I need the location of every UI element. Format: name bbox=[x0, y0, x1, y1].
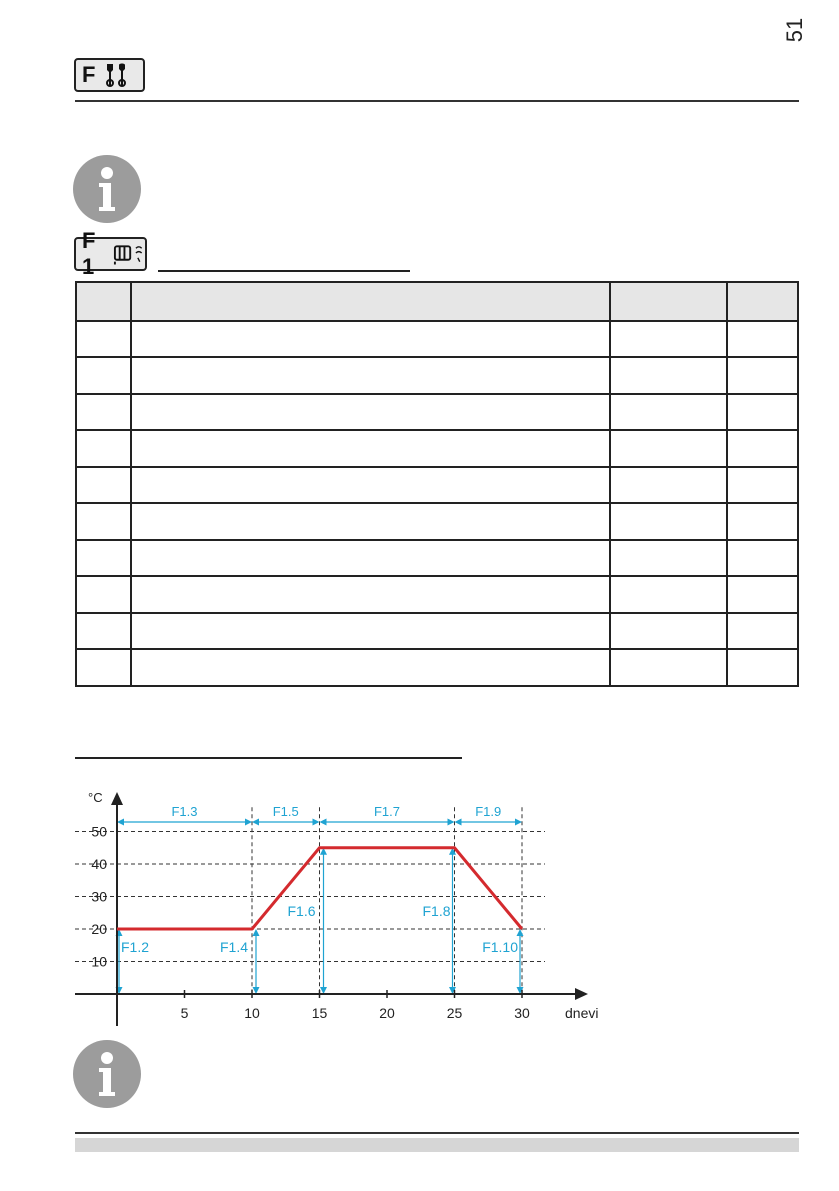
floor-drying-label: F 1 bbox=[82, 228, 95, 279]
page-number: 51 bbox=[782, 17, 807, 43]
table-cell bbox=[76, 357, 131, 394]
y-tick-label: 10 bbox=[91, 953, 107, 970]
table-cell bbox=[76, 503, 131, 540]
table-row bbox=[76, 357, 798, 394]
chart-title-underline bbox=[75, 757, 462, 759]
table-cell bbox=[610, 613, 728, 650]
footer-bar bbox=[75, 1138, 799, 1152]
arrow-head-icon bbox=[515, 819, 522, 826]
grid-layer bbox=[75, 807, 545, 994]
table-cell bbox=[76, 613, 131, 650]
parameter-table bbox=[75, 281, 799, 687]
table-cell bbox=[131, 321, 610, 358]
floor-drying-icon bbox=[74, 228, 147, 279]
table-cell bbox=[727, 649, 798, 686]
table-row bbox=[76, 649, 798, 686]
service-menu-icon bbox=[74, 58, 145, 92]
arrow-head-icon bbox=[245, 819, 252, 826]
y-axis-label: °C bbox=[88, 790, 103, 805]
arrow-head-icon bbox=[320, 987, 327, 994]
table-cell bbox=[76, 430, 131, 467]
table-cell bbox=[610, 282, 728, 321]
table-cell bbox=[610, 540, 728, 577]
table-cell bbox=[610, 357, 728, 394]
table-row bbox=[76, 321, 798, 358]
info-icon bbox=[73, 1040, 141, 1108]
table-cell bbox=[131, 576, 610, 613]
table-cell bbox=[131, 394, 610, 431]
arrow-head-icon bbox=[313, 819, 320, 826]
table-cell bbox=[131, 613, 610, 650]
x-tick-label: 10 bbox=[244, 1005, 260, 1021]
table-cell bbox=[76, 576, 131, 613]
table-cell bbox=[610, 430, 728, 467]
table-cell bbox=[727, 613, 798, 650]
arrow-head-icon bbox=[253, 929, 260, 936]
table-cell bbox=[610, 467, 728, 504]
table-cell bbox=[131, 503, 610, 540]
table-cell bbox=[76, 394, 131, 431]
table-row bbox=[76, 613, 798, 650]
table-cell bbox=[76, 649, 131, 686]
x-tick-label: 5 bbox=[180, 1005, 189, 1021]
table-cell bbox=[727, 503, 798, 540]
table-row bbox=[76, 430, 798, 467]
table-cell bbox=[76, 467, 131, 504]
table-cell bbox=[727, 321, 798, 358]
table-row bbox=[76, 467, 798, 504]
table-cell bbox=[131, 467, 610, 504]
arrow-head-icon bbox=[455, 819, 462, 826]
arrow-head-icon bbox=[253, 987, 260, 994]
table-cell bbox=[131, 282, 610, 321]
table-cell bbox=[727, 576, 798, 613]
table-cell bbox=[727, 282, 798, 321]
footer-divider bbox=[75, 1132, 799, 1134]
table-row bbox=[76, 576, 798, 613]
service-menu-label: F bbox=[82, 62, 96, 87]
info-icon bbox=[73, 155, 141, 223]
value-label: F1.2 bbox=[121, 938, 150, 955]
y-tick-label: 50 bbox=[91, 823, 107, 840]
y-tick-label: 40 bbox=[91, 856, 107, 872]
radiator-icon bbox=[113, 242, 145, 266]
x-tick-label: 30 bbox=[514, 1005, 530, 1021]
table-cell bbox=[727, 540, 798, 577]
x-tick-label: 15 bbox=[311, 1005, 328, 1021]
table-cell bbox=[76, 321, 131, 358]
table-cell bbox=[131, 430, 610, 467]
arrow-head-icon bbox=[448, 819, 455, 826]
table-cell bbox=[610, 321, 728, 358]
table-cell bbox=[727, 430, 798, 467]
table-row bbox=[76, 394, 798, 431]
value-label: F1.4 bbox=[219, 938, 248, 955]
x-tick-label: 20 bbox=[379, 1005, 395, 1021]
section-title-underline bbox=[158, 270, 410, 272]
y-tick-label: 20 bbox=[91, 921, 107, 937]
phase-label: F1.5 bbox=[272, 804, 299, 819]
arrow-head-icon bbox=[320, 819, 327, 826]
table-cell bbox=[76, 540, 131, 577]
table-cell bbox=[610, 576, 728, 613]
floor-drying-chart bbox=[0, 780, 839, 1030]
table-cell bbox=[727, 357, 798, 394]
x-axis-arrow-icon bbox=[575, 988, 588, 1000]
table-cell bbox=[131, 357, 610, 394]
table-cell bbox=[76, 282, 131, 321]
arrow-head-icon bbox=[117, 819, 124, 826]
table-cell bbox=[610, 503, 728, 540]
value-label: F1.6 bbox=[287, 903, 316, 919]
table-cell bbox=[727, 467, 798, 504]
header-divider bbox=[75, 100, 799, 102]
y-tick-label: 30 bbox=[91, 888, 107, 905]
phase-label: F1.7 bbox=[373, 804, 401, 819]
x-axis-label: dnevi bbox=[565, 1005, 599, 1021]
arrow-head-icon bbox=[252, 819, 259, 826]
x-tick-label: 25 bbox=[446, 1005, 463, 1021]
table-cell bbox=[727, 394, 798, 431]
table-cell bbox=[131, 540, 610, 577]
y-axis-arrow-icon bbox=[111, 792, 123, 805]
table-row bbox=[76, 540, 798, 577]
table-cell bbox=[610, 649, 728, 686]
value-label: F1.10 bbox=[482, 938, 518, 955]
table-header-row bbox=[76, 282, 798, 321]
table-row bbox=[76, 503, 798, 540]
table-cell bbox=[131, 649, 610, 686]
tools-icon bbox=[103, 62, 133, 88]
phase-label: F1.3 bbox=[171, 804, 198, 819]
table-cell bbox=[610, 394, 728, 431]
value-label: F1.8 bbox=[422, 903, 451, 919]
phase-label: F1.9 bbox=[475, 804, 502, 819]
